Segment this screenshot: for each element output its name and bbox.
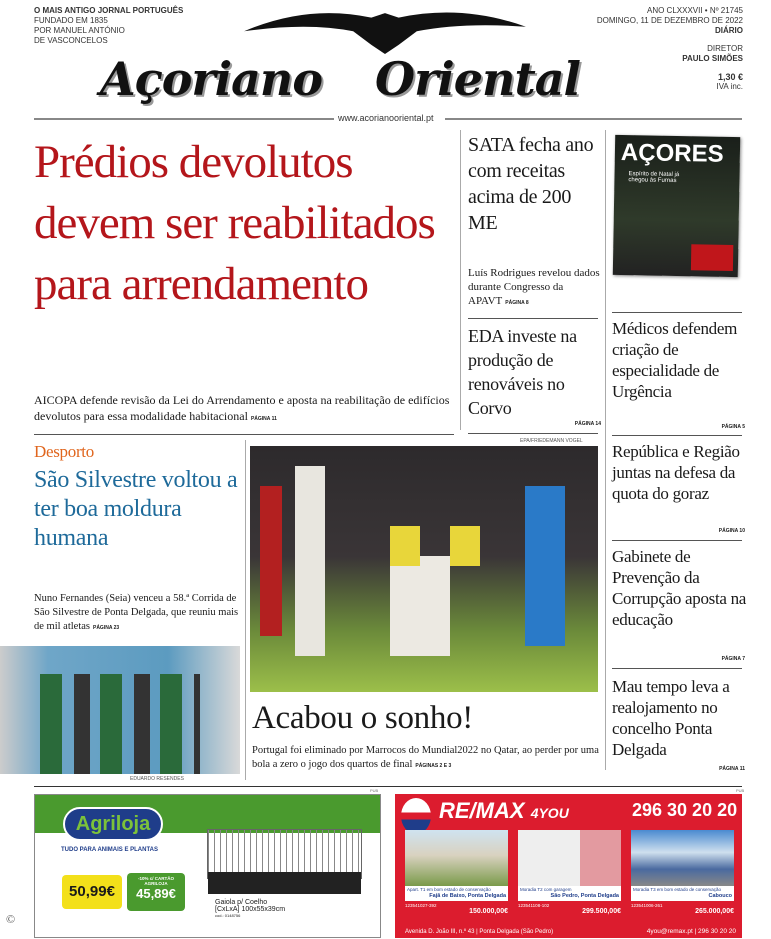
republica-headline[interactable]: República e Região juntas na defesa da quota do goraz — [612, 442, 740, 503]
sata-summary — [468, 266, 603, 310]
eda-headline[interactable]: EDA investe na produção de renováveis no Corvo — [468, 326, 577, 418]
football-summary — [252, 744, 602, 773]
listing-desc: Moradia T3 em bom estado de conservação — [631, 886, 734, 893]
magazine-sidebar-box — [691, 244, 733, 271]
date: DOMINGO, 11 DE DEZEMBRO DE 2022 — [596, 16, 743, 25]
discount-label: -10% c/ CARTÃO AGRILOJA — [137, 876, 174, 886]
remax-phone[interactable]: 296 30 20 20 — [632, 800, 738, 820]
vat: IVA inc. — [716, 82, 743, 91]
steward-figure — [390, 526, 420, 566]
football-headline[interactable]: Acabou o sonho! — [252, 700, 473, 736]
issue: ANO CLXXXVII • Nº 21745 — [647, 6, 743, 15]
photo-credit: EPA/FRIEDEMANN VOGEL — [520, 438, 583, 444]
gabinete-headline[interactable]: Gabinete de Prevenção da Corrupção aposta na educação — [612, 547, 747, 629]
founded: FUNDADO EM 1835 — [34, 16, 108, 25]
player-figure — [390, 556, 450, 656]
listing-photo — [631, 830, 734, 886]
founder: DE VASCONCELOS — [34, 36, 108, 45]
page-ref: PÁGINA 11 — [719, 766, 745, 772]
website-link[interactable]: www.acorianooriental.pt — [338, 113, 434, 123]
listing-desc: Apart. T1 em bom estado de conservação — [405, 886, 508, 893]
divider — [612, 312, 742, 313]
price-discount-box — [127, 873, 185, 911]
page-ref: PÁGINA 11 — [250, 416, 277, 422]
product-name: Gaiola p/ Coelho — [215, 899, 268, 906]
divider — [612, 668, 742, 669]
cage-image — [207, 829, 362, 879]
medicos-headline[interactable]: Médicos defendem criação de especialidade de Urgência — [612, 319, 738, 401]
price: 1,30 € — [717, 72, 743, 82]
ad-label: PUB — [370, 788, 379, 793]
founder: POR MANUEL ANTÓNIO — [34, 26, 125, 35]
agriloja-ad[interactable] — [34, 794, 381, 938]
listing-ref: 123541027-392 — [405, 903, 437, 908]
page-ref: PÁGINA 23 — [92, 625, 120, 631]
remax-address: Avenida D. João III, n.º 43 | Ponta Delgada (São Pedro) — [405, 929, 554, 935]
divider — [612, 435, 742, 436]
listing-price: 265.000,00€ — [695, 908, 734, 915]
remax-balloon-icon — [401, 798, 431, 834]
page-ref: PÁGINA 7 — [721, 656, 745, 662]
magazine-title: AÇORES — [620, 139, 724, 168]
agriloja-slogan: TUDO PARA ANIMAIS E PLANTAS — [61, 847, 158, 853]
listing-card[interactable] — [405, 830, 508, 915]
product-info — [215, 899, 285, 918]
column-divider — [605, 130, 606, 770]
masthead-title-left: Açoriano — [100, 52, 323, 106]
copyright-icon: © — [6, 912, 16, 926]
frequency: DIÁRIO — [715, 26, 743, 35]
listing-place: São Pedro, Ponta Delgada — [518, 893, 621, 901]
page-ref: PÁGINAS 2 E 3 — [415, 763, 452, 769]
masthead-info-left — [34, 6, 183, 46]
photo-credit: EDUARDO RESENDES — [130, 776, 184, 782]
product-code: cod.: 0148756 — [215, 913, 241, 918]
remax-ad[interactable] — [395, 794, 742, 938]
page-ref: PÁGINA 8 — [505, 300, 529, 306]
listing-place: Fajã de Baixo, Ponta Delgada — [405, 893, 508, 901]
page-ref: PÁGINA 14 — [574, 421, 601, 427]
steward-figure — [450, 526, 480, 566]
listing-card[interactable] — [631, 830, 734, 915]
listing-photo — [518, 830, 621, 886]
listing-place: Cabouco — [631, 893, 734, 901]
football-summary-text: Portugal foi eliminado por Marrocos do Mundial2022 no Qatar, ao perder por uma bola a zero o jogo dos quartos de final — [252, 745, 599, 770]
sport-headline[interactable]: São Silvestre voltou a ter boa moldura humana — [34, 467, 238, 551]
goalkeeper-figure — [525, 486, 565, 646]
sata-summary-text: Luís Rodrigues revelou dados durante Congresso da APAVT — [468, 267, 600, 307]
cage-base — [208, 872, 361, 894]
column-divider — [460, 130, 461, 430]
lead-summary — [34, 392, 454, 427]
remax-brand-name: RE/MAX — [439, 798, 525, 823]
masthead-title-right: Oriental — [375, 52, 581, 106]
listing-price: 299.500,00€ — [582, 908, 621, 915]
masthead-info-right — [597, 6, 743, 92]
sport-summary — [34, 592, 244, 635]
page-ref: PÁGINA 5 — [721, 424, 745, 430]
agriloja-logo: Agriloja — [63, 807, 163, 841]
director: PAULO SIMÕES — [682, 54, 743, 63]
listing-ref: 123541006-261 — [631, 903, 663, 908]
listing-card[interactable] — [518, 830, 621, 915]
page-ref: PÁGINA 10 — [718, 528, 745, 534]
divider — [612, 540, 742, 541]
section-label-desporto[interactable]: Desporto — [34, 442, 94, 461]
tagline: O MAIS ANTIGO JORNAL PORTUGUÊS — [34, 6, 184, 15]
divider — [468, 318, 598, 319]
sport-photo — [0, 646, 240, 774]
product-dims: [CxLxA] 100x55x39cm — [215, 906, 286, 913]
divider — [34, 786, 742, 787]
divider — [445, 118, 742, 120]
listing-photo — [405, 830, 508, 886]
ad-label: PUB — [736, 788, 745, 793]
director-label: DIRETOR — [707, 44, 743, 53]
sata-headline[interactable]: SATA fecha ano com receitas acima de 200 ME — [468, 134, 594, 234]
price-new: 45,89€ — [136, 886, 176, 901]
eagle-logo-icon — [220, 4, 550, 54]
lead-summary-text: AICOPA defende revisão da Lei do Arrendamento e aposta na reabilitação de edifícios devolutos para essa modalidade habitacional — [34, 393, 450, 423]
football-photo — [250, 446, 598, 692]
player-figure — [260, 486, 282, 636]
remax-contact[interactable]: 4you@remax.pt | 296 30 20 20 — [646, 928, 736, 935]
column-divider — [245, 440, 246, 780]
remax-brand — [439, 798, 569, 824]
remax-brand-suffix: 4YOU — [530, 805, 569, 821]
price-old: 50,99€ — [62, 875, 122, 909]
listing-price: 150.000,00€ — [469, 908, 508, 915]
mautempo-headline[interactable]: Mau tempo leva a realojamento no concelho Ponta Delgada — [612, 677, 730, 759]
magazine-cover[interactable] — [613, 135, 740, 277]
listing-desc: Moradia T2 com garagem — [518, 886, 621, 893]
divider — [34, 434, 454, 435]
divider — [468, 433, 598, 434]
athletes-figures — [40, 674, 200, 774]
listing-ref: 123541108-102 — [518, 903, 550, 908]
magazine-subtitle: Espírito de Natal já chegou às Furnas — [628, 171, 680, 184]
sport-summary-text: Nuno Fernandes (Seia) venceu a 58.ª Corrida de São Silvestre de Ponta Delgada, que reuniu mais de mil atletas — [34, 593, 239, 632]
lead-headline[interactable]: Prédios devolutos devem ser reabilitados para arrendamento — [34, 136, 435, 310]
player-figure — [295, 466, 325, 656]
divider — [34, 118, 334, 120]
